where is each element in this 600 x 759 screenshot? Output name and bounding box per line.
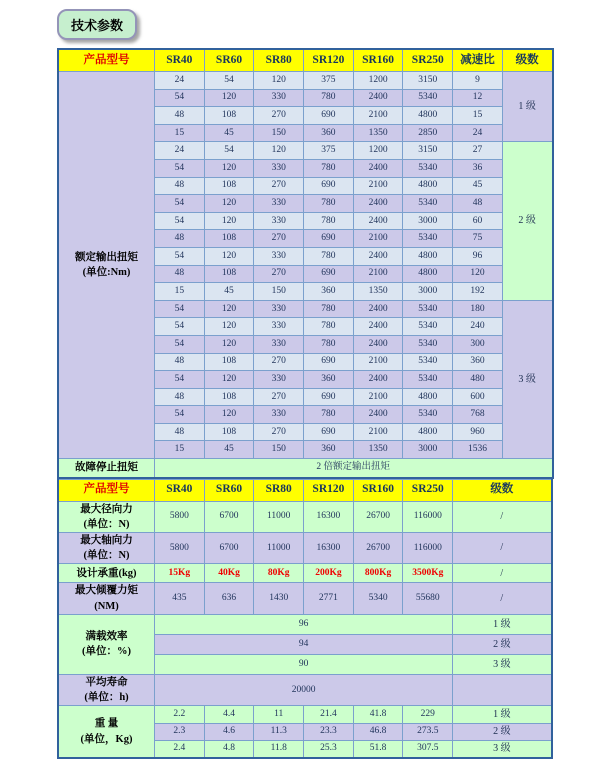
torque-cell: 270 xyxy=(254,107,304,125)
torque-cell: 2100 xyxy=(353,388,403,406)
spec-row-label: 设计承重(kg) xyxy=(58,564,155,583)
spec-row-label: 最大倾覆力矩 (NM) xyxy=(58,583,155,614)
spec-cell: 1430 xyxy=(254,583,304,614)
torque-cell: 108 xyxy=(204,107,254,125)
torque-cell: 54 xyxy=(155,371,205,389)
torque-cell: 330 xyxy=(254,247,304,265)
torque-cell: 4800 xyxy=(403,265,453,283)
torque-cell: 2400 xyxy=(353,406,403,424)
torque-cell: 360 xyxy=(304,283,354,301)
spec-cell: 116000 xyxy=(403,533,453,564)
torque-cell: 54 xyxy=(155,318,205,336)
torque-cell: 54 xyxy=(204,72,254,90)
efficiency-value: 94 xyxy=(155,634,453,654)
column-header-级数: 级数 xyxy=(502,49,552,72)
torque-cell: 5340 xyxy=(403,335,453,353)
torque-cell: 54 xyxy=(155,212,205,230)
torque-cell: 2400 xyxy=(353,159,403,177)
torque-cell: 780 xyxy=(304,406,354,424)
column-header-sr120: SR120 xyxy=(304,49,354,72)
stage-cell: / xyxy=(453,501,552,532)
torque-cell: 45 xyxy=(204,441,254,459)
torque-cell: 120 xyxy=(254,142,304,160)
torque-cell: 24 xyxy=(453,124,503,142)
weight-cell: 11.3 xyxy=(254,723,304,740)
torque-cell: 120 xyxy=(204,300,254,318)
torque-cell: 5340 xyxy=(403,159,453,177)
torque-cell: 15 xyxy=(155,283,205,301)
spec-cell: 116000 xyxy=(403,501,453,532)
spec-cell: 2771 xyxy=(304,583,354,614)
torque-cell: 690 xyxy=(304,388,354,406)
torque-cell: 5340 xyxy=(403,230,453,248)
spec-table xyxy=(57,479,553,759)
spec-cell: 55680 xyxy=(403,583,453,614)
torque-cell: 375 xyxy=(304,142,354,160)
torque-cell: 375 xyxy=(304,72,354,90)
torque-cell: 150 xyxy=(254,124,304,142)
torque-cell: 150 xyxy=(254,441,304,459)
column-header-product-model: 产品型号 xyxy=(58,479,155,501)
spec-row-label: 最大轴向力 (单位：N) xyxy=(58,533,155,564)
torque-cell: 690 xyxy=(304,177,354,195)
torque-cell: 108 xyxy=(204,230,254,248)
torque-cell: 120 xyxy=(204,335,254,353)
fault-torque-value: 2 倍额定输出扭矩 xyxy=(155,459,553,478)
weight-cell: 229 xyxy=(403,706,453,723)
torque-cell: 45 xyxy=(204,283,254,301)
torque-cell: 780 xyxy=(304,89,354,107)
torque-cell: 45 xyxy=(453,177,503,195)
weight-cell: 41.8 xyxy=(353,706,403,723)
life-value: 20000 xyxy=(155,674,453,705)
weight-cell: 21.4 xyxy=(304,706,354,723)
torque-cell: 54 xyxy=(155,159,205,177)
stage-cell: 3 级 xyxy=(453,654,552,674)
stage-cell: 1 级 xyxy=(453,614,552,634)
torque-cell: 4800 xyxy=(403,423,453,441)
torque-cell: 48 xyxy=(453,195,503,213)
torque-cell: 5340 xyxy=(403,195,453,213)
torque-cell: 4800 xyxy=(403,247,453,265)
column-header-sr80: SR80 xyxy=(254,49,304,72)
column-header-sr60: SR60 xyxy=(204,49,254,72)
torque-cell: 2100 xyxy=(353,177,403,195)
torque-cell: 48 xyxy=(155,177,205,195)
column-header-sr160: SR160 xyxy=(353,479,403,501)
spec-cell: 15Kg xyxy=(155,564,205,583)
weight-cell: 11.8 xyxy=(254,740,304,757)
torque-cell: 54 xyxy=(204,142,254,160)
stage-cell: 3 级 xyxy=(453,740,552,757)
torque-cell: 5340 xyxy=(403,371,453,389)
torque-cell: 48 xyxy=(155,423,205,441)
torque-cell: 15 xyxy=(453,107,503,125)
torque-cell: 768 xyxy=(453,406,503,424)
efficiency-row-label: 满载效率 (单位：%) xyxy=(58,614,155,674)
torque-cell: 120 xyxy=(204,89,254,107)
column-header-sr40: SR40 xyxy=(155,49,205,72)
spec-cell: 16300 xyxy=(304,533,354,564)
torque-cell: 60 xyxy=(453,212,503,230)
torque-cell: 5340 xyxy=(403,318,453,336)
torque-cell: 45 xyxy=(204,124,254,142)
torque-cell: 1350 xyxy=(353,283,403,301)
torque-cell: 360 xyxy=(453,353,503,371)
torque-cell: 780 xyxy=(304,300,354,318)
torque-cell: 48 xyxy=(155,230,205,248)
column-header-减速比: 减速比 xyxy=(453,49,503,72)
torque-cell: 2100 xyxy=(353,230,403,248)
spec-cell: 26700 xyxy=(353,533,403,564)
torque-cell: 690 xyxy=(304,230,354,248)
spec-cell: 6700 xyxy=(204,533,254,564)
torque-cell: 108 xyxy=(204,265,254,283)
torque-cell: 48 xyxy=(155,353,205,371)
spec-cell: 636 xyxy=(204,583,254,614)
torque-cell: 4800 xyxy=(403,388,453,406)
torque-cell: 5340 xyxy=(403,300,453,318)
torque-cell: 96 xyxy=(453,247,503,265)
torque-cell: 330 xyxy=(254,318,304,336)
torque-cell: 1350 xyxy=(353,124,403,142)
spec-cell: 200Kg xyxy=(304,564,354,583)
torque-cell: 75 xyxy=(453,230,503,248)
torque-cell: 330 xyxy=(254,212,304,230)
torque-cell: 330 xyxy=(254,300,304,318)
torque-cell: 3150 xyxy=(403,72,453,90)
torque-cell: 330 xyxy=(254,89,304,107)
torque-cell: 108 xyxy=(204,177,254,195)
spec-cell: 5340 xyxy=(353,583,403,614)
torque-cell: 2400 xyxy=(353,335,403,353)
torque-cell: 120 xyxy=(204,318,254,336)
torque-cell: 300 xyxy=(453,335,503,353)
torque-cell: 2100 xyxy=(353,423,403,441)
column-header-sr160: SR160 xyxy=(353,49,403,72)
torque-cell: 2400 xyxy=(353,195,403,213)
torque-cell: 120 xyxy=(204,212,254,230)
torque-cell: 360 xyxy=(304,124,354,142)
spec-cell: 3500Kg xyxy=(403,564,453,583)
torque-cell: 240 xyxy=(453,318,503,336)
spec-tables xyxy=(57,48,543,759)
column-header-sr80: SR80 xyxy=(254,479,304,501)
weight-cell: 273.5 xyxy=(403,723,453,740)
weight-cell: 4.6 xyxy=(204,723,254,740)
weight-cell: 4.4 xyxy=(204,706,254,723)
torque-cell: 690 xyxy=(304,265,354,283)
torque-cell: 780 xyxy=(304,195,354,213)
torque-cell: 780 xyxy=(304,212,354,230)
torque-cell: 108 xyxy=(204,388,254,406)
torque-cell: 2400 xyxy=(353,318,403,336)
fault-torque-label: 故障停止扭矩 xyxy=(58,459,155,478)
torque-cell: 180 xyxy=(453,300,503,318)
torque-row-label: 额定输出扭矩 (单位:Nm) xyxy=(58,72,155,459)
weight-cell: 25.3 xyxy=(304,740,354,757)
torque-cell: 330 xyxy=(254,195,304,213)
torque-cell: 24 xyxy=(155,72,205,90)
column-header-级数: 级数 xyxy=(453,479,552,501)
torque-cell: 15 xyxy=(155,124,205,142)
spec-cell: 11000 xyxy=(254,533,304,564)
torque-cell: 2400 xyxy=(353,247,403,265)
weight-cell: 51.8 xyxy=(353,740,403,757)
torque-cell: 4800 xyxy=(403,107,453,125)
torque-cell: 780 xyxy=(304,318,354,336)
torque-cell: 690 xyxy=(304,353,354,371)
torque-cell: 9 xyxy=(453,72,503,90)
torque-cell: 48 xyxy=(155,388,205,406)
spec-cell: 40Kg xyxy=(204,564,254,583)
torque-cell: 1350 xyxy=(353,441,403,459)
weight-cell: 2.2 xyxy=(155,706,205,723)
torque-cell: 54 xyxy=(155,335,205,353)
torque-cell: 690 xyxy=(304,423,354,441)
torque-cell: 54 xyxy=(155,406,205,424)
torque-cell: 3150 xyxy=(403,142,453,160)
torque-table xyxy=(57,48,554,479)
torque-cell: 270 xyxy=(254,230,304,248)
torque-cell: 54 xyxy=(155,195,205,213)
torque-cell: 2850 xyxy=(403,124,453,142)
torque-cell: 36 xyxy=(453,159,503,177)
torque-cell: 3000 xyxy=(403,212,453,230)
torque-cell: 1536 xyxy=(453,441,503,459)
spec-row-label: 最大径向力 (单位：N) xyxy=(58,501,155,532)
torque-cell: 1200 xyxy=(353,142,403,160)
torque-cell: 780 xyxy=(304,335,354,353)
weight-cell: 46.8 xyxy=(353,723,403,740)
torque-cell: 960 xyxy=(453,423,503,441)
torque-cell: 5340 xyxy=(403,89,453,107)
torque-cell: 108 xyxy=(204,423,254,441)
torque-cell: 600 xyxy=(453,388,503,406)
stage-cell: / xyxy=(453,533,552,564)
torque-cell: 2400 xyxy=(353,89,403,107)
torque-cell: 330 xyxy=(254,159,304,177)
torque-cell: 120 xyxy=(204,195,254,213)
spec-cell: 16300 xyxy=(304,501,354,532)
torque-cell: 27 xyxy=(453,142,503,160)
torque-cell: 2400 xyxy=(353,371,403,389)
stage-cell: / xyxy=(453,583,552,614)
column-header-sr250: SR250 xyxy=(403,479,453,501)
spec-cell: 5800 xyxy=(155,533,205,564)
torque-cell: 330 xyxy=(254,335,304,353)
weight-cell: 307.5 xyxy=(403,740,453,757)
torque-cell: 120 xyxy=(204,406,254,424)
torque-cell: 24 xyxy=(155,142,205,160)
stage-cell: / xyxy=(453,564,552,583)
spec-cell: 80Kg xyxy=(254,564,304,583)
torque-cell: 120 xyxy=(453,265,503,283)
torque-cell: 2400 xyxy=(353,212,403,230)
torque-cell: 120 xyxy=(204,371,254,389)
torque-cell: 5340 xyxy=(403,406,453,424)
stage-cell: 1 级 xyxy=(502,72,552,142)
torque-cell: 480 xyxy=(453,371,503,389)
torque-cell: 270 xyxy=(254,265,304,283)
torque-cell: 108 xyxy=(204,353,254,371)
spec-cell: 435 xyxy=(155,583,205,614)
column-header-sr250: SR250 xyxy=(403,49,453,72)
torque-cell: 270 xyxy=(254,388,304,406)
spec-cell: 6700 xyxy=(204,501,254,532)
efficiency-value: 90 xyxy=(155,654,453,674)
torque-cell: 780 xyxy=(304,159,354,177)
weight-cell: 23.3 xyxy=(304,723,354,740)
torque-cell: 15 xyxy=(155,441,205,459)
torque-cell: 3000 xyxy=(403,283,453,301)
torque-cell: 270 xyxy=(254,177,304,195)
stage-cell xyxy=(453,674,552,705)
spec-cell: 800Kg xyxy=(353,564,403,583)
weight-cell: 11 xyxy=(254,706,304,723)
torque-cell: 3000 xyxy=(403,441,453,459)
stage-cell: 3 级 xyxy=(502,300,552,458)
column-header-sr40: SR40 xyxy=(155,479,205,501)
torque-cell: 12 xyxy=(453,89,503,107)
torque-cell: 1200 xyxy=(353,72,403,90)
torque-cell: 2400 xyxy=(353,300,403,318)
page-title-badge: 技术参数 xyxy=(57,9,137,40)
torque-cell: 2100 xyxy=(353,265,403,283)
torque-cell: 5340 xyxy=(403,353,453,371)
torque-cell: 330 xyxy=(254,371,304,389)
weight-cell: 2.3 xyxy=(155,723,205,740)
torque-cell: 4800 xyxy=(403,177,453,195)
stage-cell: 1 级 xyxy=(453,706,552,723)
column-header-sr60: SR60 xyxy=(204,479,254,501)
torque-cell: 54 xyxy=(155,300,205,318)
life-row-label: 平均寿命 (单位：h) xyxy=(58,674,155,705)
torque-cell: 120 xyxy=(204,159,254,177)
spec-cell: 11000 xyxy=(254,501,304,532)
torque-cell: 54 xyxy=(155,89,205,107)
torque-cell: 330 xyxy=(254,406,304,424)
torque-cell: 690 xyxy=(304,107,354,125)
efficiency-value: 96 xyxy=(155,614,453,634)
torque-cell: 780 xyxy=(304,247,354,265)
column-header-product-model: 产品型号 xyxy=(58,49,155,72)
torque-cell: 2100 xyxy=(353,353,403,371)
torque-cell: 120 xyxy=(254,72,304,90)
weight-row-label: 重 量 (单位，Kg) xyxy=(58,706,155,758)
torque-cell: 120 xyxy=(204,247,254,265)
torque-cell: 192 xyxy=(453,283,503,301)
torque-cell: 360 xyxy=(304,371,354,389)
stage-cell: 2 级 xyxy=(502,142,552,300)
weight-cell: 4.8 xyxy=(204,740,254,757)
torque-cell: 360 xyxy=(304,441,354,459)
column-header-sr120: SR120 xyxy=(304,479,354,501)
stage-cell: 2 级 xyxy=(453,634,552,654)
torque-cell: 270 xyxy=(254,423,304,441)
torque-cell: 150 xyxy=(254,283,304,301)
weight-cell: 2.4 xyxy=(155,740,205,757)
spec-cell: 5800 xyxy=(155,501,205,532)
spec-cell: 26700 xyxy=(353,501,403,532)
torque-cell: 2100 xyxy=(353,107,403,125)
torque-cell: 48 xyxy=(155,107,205,125)
torque-cell: 54 xyxy=(155,247,205,265)
torque-cell: 48 xyxy=(155,265,205,283)
torque-cell: 270 xyxy=(254,353,304,371)
stage-cell: 2 级 xyxy=(453,723,552,740)
